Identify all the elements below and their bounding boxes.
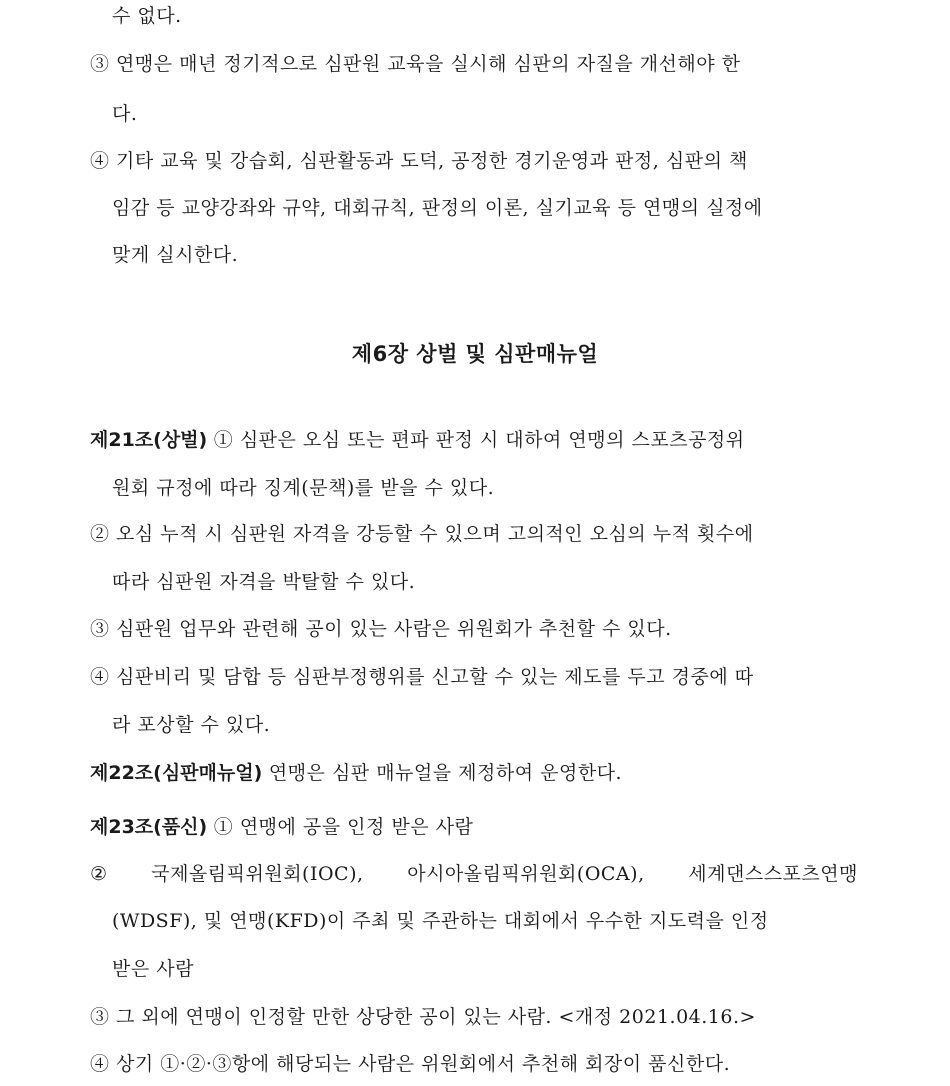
text-line: ④ 상기 ①·②·③항에 해당되는 사람은 위원회에서 추천해 회장이 품신한다. [90,1053,731,1075]
article-21-line [90,428,745,452]
article-22-line [90,761,622,785]
text-line: 따라 심판원 자격을 박탈할 수 있다. [112,571,416,593]
text-line: 임감 등 교양강좌와 규약, 대회규칙, 판정의 이론, 실기교육 등 연맹의 실정에 [112,197,763,219]
text-segment: 국제올림픽위원회(IOC), [151,863,364,885]
article-23-line [90,815,473,839]
article-23-title: 제23조(품신) [90,816,208,838]
article-21-title: 제21조(상벌) [90,429,208,451]
text-line-justified [90,862,858,886]
text-segment: 아시아올림픽위원회(OCA), [407,863,645,885]
chapter-title: 제6장 상벌 및 심판매뉴얼 [351,342,599,366]
text-line: 맞게 실시한다. [112,244,239,266]
article-21-text: ① 심판은 오심 또는 편파 판정 시 대하여 연맹의 스포츠공정위 [213,429,745,451]
article-22-text: 연맹은 심판 매뉴얼을 제정하여 운영한다. [268,762,623,784]
text-line: ② 오심 누적 시 심판원 자격을 강등할 수 있으며 고의적인 오심의 누적 횟수에 [90,523,754,545]
text-line: ③ 연맹은 매년 정기적으로 심판원 교육을 실시해 심판의 자질을 개선해야 한 [90,53,741,75]
text-line: ④ 심판비리 및 담합 등 심판부정행위를 신고할 수 있는 제도를 두고 경중에 따 [90,666,754,688]
text-line: 원회 규정에 따라 징계(문책)를 받을 수 있다. [112,477,495,499]
text-line: 라 포상할 수 있다. [112,714,271,736]
text-line: (WDSF), 및 연맹(KFD)이 주최 및 주관하는 대회에서 우수한 지도력을 인정 [112,910,769,932]
text-line: 수 없다. [112,5,182,27]
text-line: 받은 사람 [112,958,194,980]
text-line: ③ 심판원 업무와 관련해 공이 있는 사람은 위원회가 추천할 수 있다. [90,618,672,640]
text-line: ③ 그 외에 연맹이 인정할 만한 상당한 공이 있는 사람. <개정 2021.04.16.> [90,1006,756,1028]
text-segment: 세계댄스스포츠연맹 [688,863,858,885]
text-segment: ② [90,863,108,885]
article-22-title: 제22조(심판매뉴얼) [90,762,263,784]
text-line: 다. [112,103,138,125]
text-line: ④ 기타 교육 및 강습회, 심판활동과 도덕, 공정한 경기운영과 판정, 심판의 책 [90,150,748,172]
article-23-text: ① 연맹에 공을 인정 받은 사람 [213,816,474,838]
